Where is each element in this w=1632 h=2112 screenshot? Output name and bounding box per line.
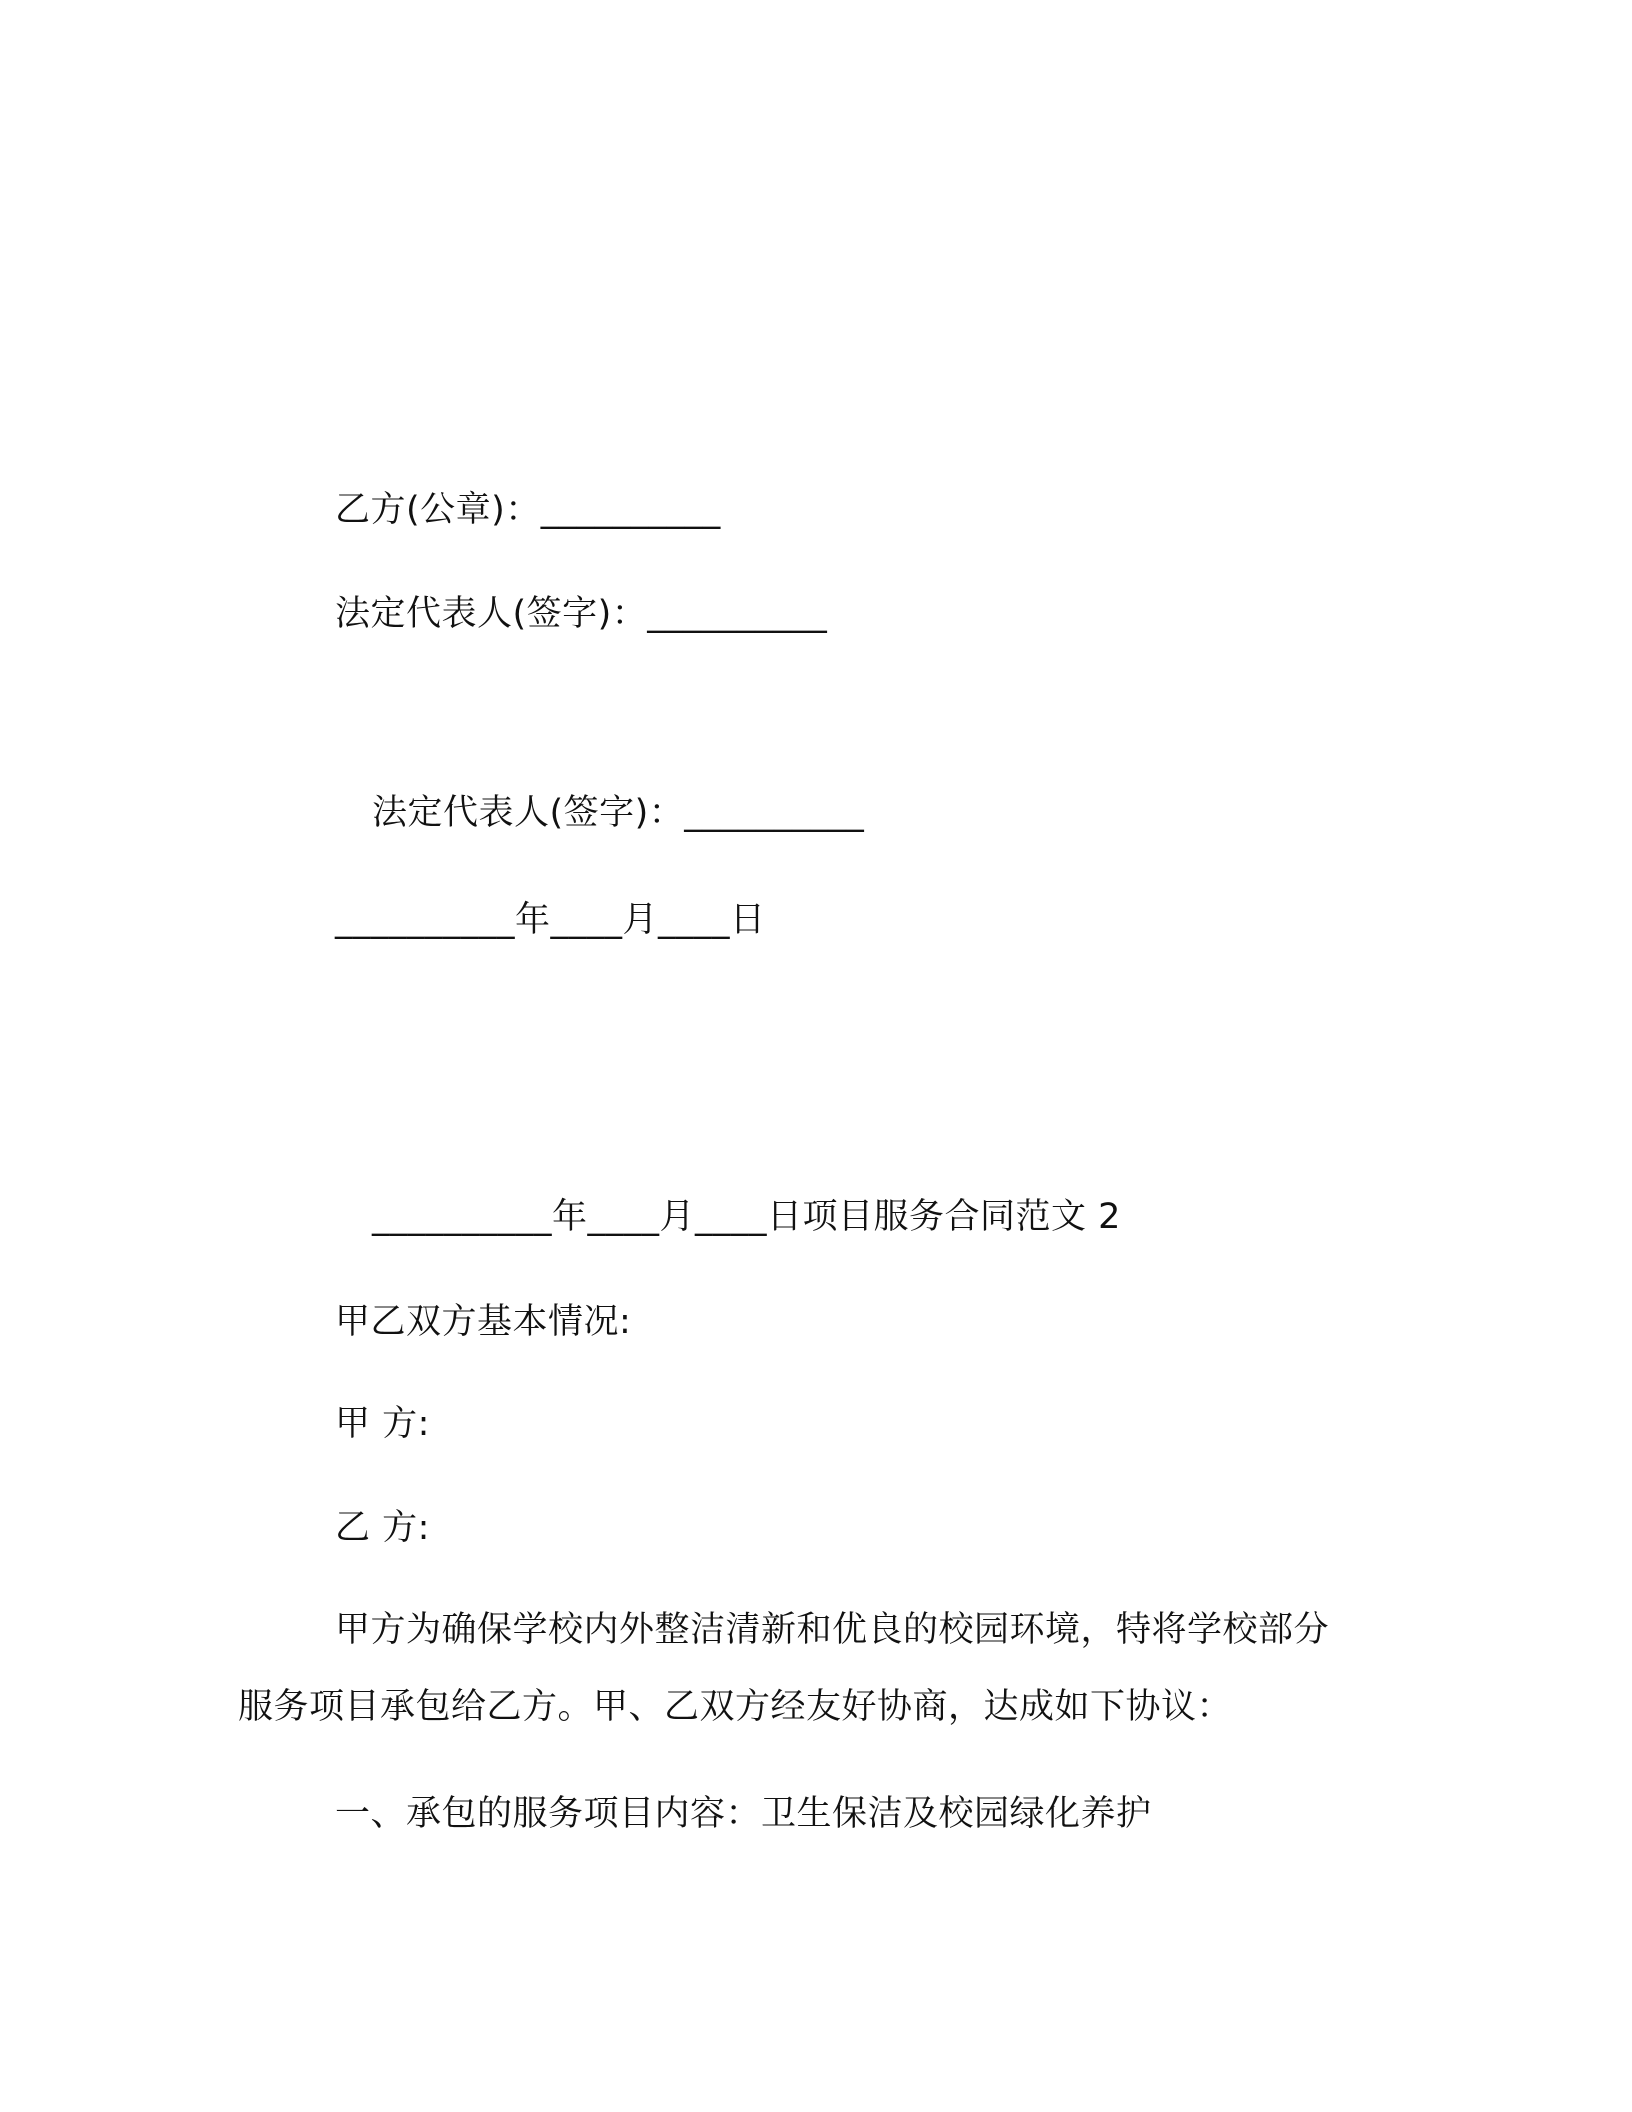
contract-title-line: __________年____月____日项目服务合同范文 2 <box>372 1197 1121 1237</box>
legal-rep-signature-line-2: 法定代表人(签字)：__________ <box>372 793 865 833</box>
intro-paragraph-line-2: 服务项目承包给乙方。甲、乙双方经友好协商，达成如下协议： <box>238 1687 1233 1727</box>
intro-paragraph-line-1: 甲方为确保学校内外整洁清新和优良的校园环境，特将学校部分 <box>335 1610 1330 1650</box>
party-b-label: 乙 方: <box>335 1508 430 1548</box>
date-line: __________年____月____日 <box>335 900 766 940</box>
parties-heading: 甲乙双方基本情况: <box>335 1302 632 1342</box>
section-one-heading: 一、承包的服务项目内容：卫生保洁及校园绿化养护 <box>335 1794 1152 1834</box>
party-b-seal-line: 乙方(公章)：__________ <box>335 490 721 530</box>
party-a-label: 甲 方: <box>335 1404 430 1444</box>
legal-rep-signature-line-1: 法定代表人(签字)：__________ <box>335 594 828 634</box>
